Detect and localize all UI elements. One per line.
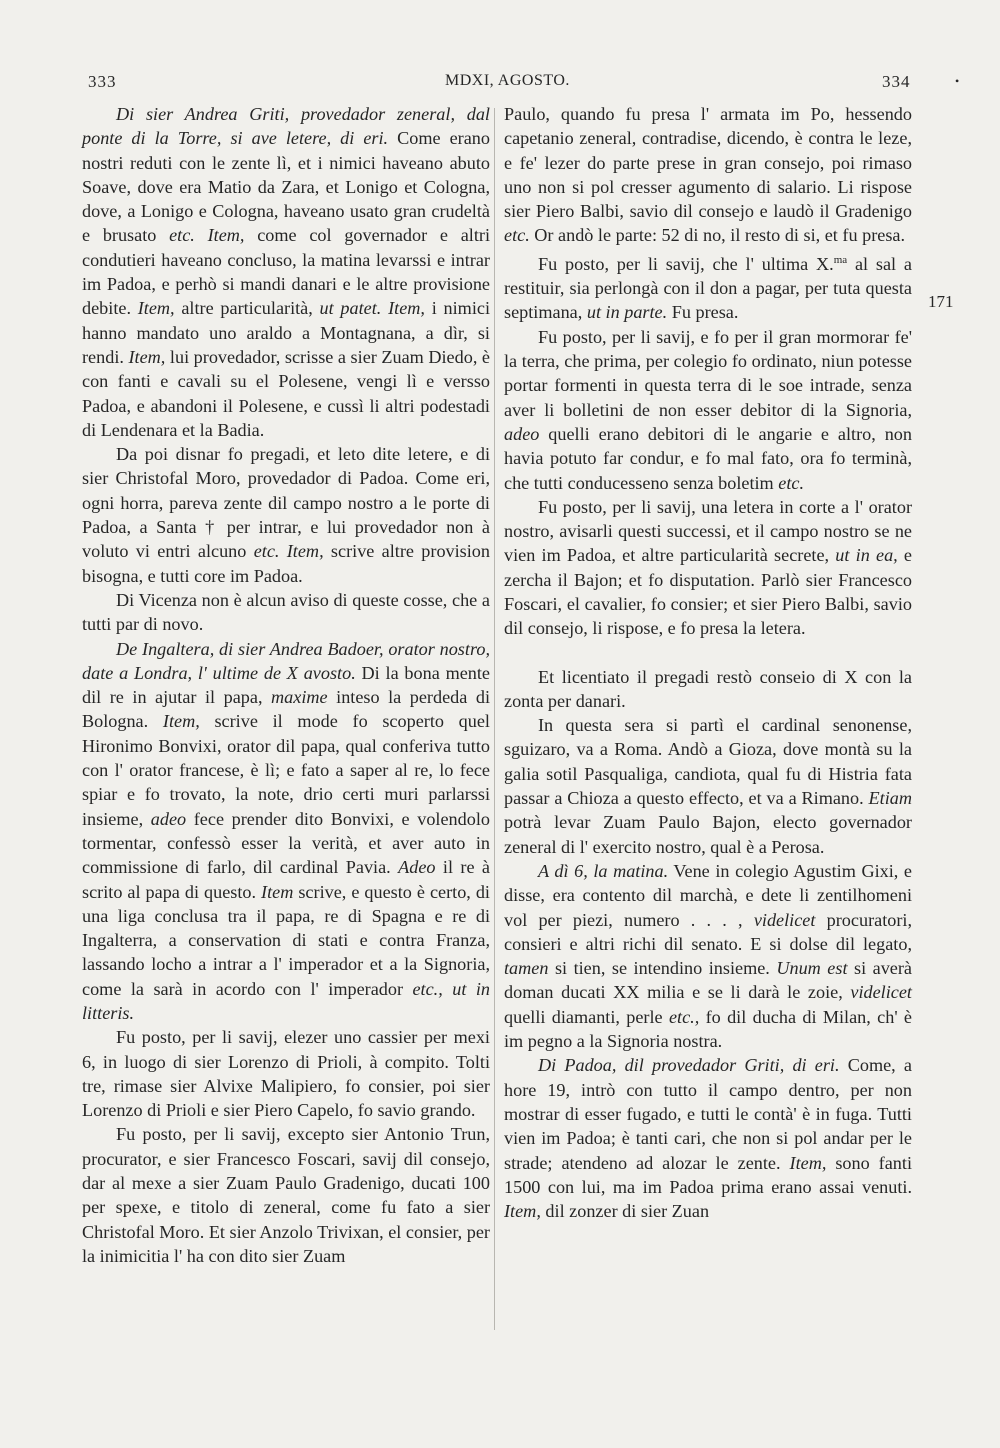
text-run: Come, a hore 19, intrò con tutto il campo dentro, per non mostrar di esser fugado, e tutti le contà' è in fuga. Tutti vien im Padoa; è tanti cari, che non si pol andar per le strade; atendeno ad alozar le zente. [504, 1055, 912, 1173]
italic-run: adeo [504, 423, 540, 444]
italic-run: ut in ea, [835, 545, 898, 566]
italic-run: maxime [271, 687, 328, 708]
italic-run: ut in parte. [586, 302, 668, 323]
italic-run: etc. [778, 472, 804, 493]
paragraph [82, 1122, 490, 1268]
italic-run: Unum est [776, 958, 848, 979]
text-run: Come erano nostri reduti con le zente lì, et i nimici haveano abuto Soave, dove era Matio da Zara, et Lonigo et Cologna, dove, a Lonigo e Cologna, haveano usato gran crudeltà e brusato [82, 128, 490, 246]
paragraph [504, 495, 912, 641]
text-run: quelli diamanti, perle [504, 1006, 669, 1027]
italic-run: videlicet [850, 982, 912, 1003]
italic-run: etc., ut in litteris. [82, 978, 491, 1023]
paragraph [82, 1025, 490, 1122]
text-run: quelli erano debitori di le angarie e altro, non havia potuto far condur, e fo mal fato, ora fo terminà, che tutti conducesseno senza boletim [504, 423, 912, 493]
text-run: In questa sera si partì el cardinal senonense, sguizaro, va a Roma. Andò a Gioza, dove montà su la galia sotil Pasqualiga, candiota, qual fu di Histria fata passar a Chioza a questo effecto, et va a Rimano. [504, 715, 912, 809]
column-divider [494, 108, 495, 1330]
italic-run: Di Padoa, dil provedador Griti, di eri. [538, 1055, 840, 1076]
text-run: Fu posto, per li savij, una letera in corte a l' orator nostro, avisarli questi successi, et il campo nostro se ne vien im Padoa, et altre particularità secrete, [504, 496, 912, 566]
text-run: sono fanti 1500 con lui, ma im Padoa prima erano assai venuti. [504, 1152, 912, 1197]
italic-run: A dì 6, la matina. [538, 860, 669, 881]
text-run: Fu posto, per li savij, e fo per il gran mormorar fe' la terra, che prima, per colegio fo ordinato, niun potesse portar formenti in questa terra di le soe intrade, senza aver li bolletini de non esser debitor di la Signoria, [504, 326, 912, 420]
left-page-number: 333 [88, 72, 117, 91]
paragraph [504, 325, 912, 495]
paragraph [504, 713, 912, 859]
paragraph [504, 665, 912, 714]
text-run: inteso la perdeda di Bologna. [82, 687, 490, 732]
italic-run: Etiam [868, 788, 912, 809]
paragraph [504, 102, 912, 248]
text-run: Et licentiato il pregadi restò conseio di X con la zonta per danari. [504, 666, 912, 711]
italic-run: Di sier Andrea Griti, provedador zeneral, dal ponte di la Torre, si ave letere, di eri. [82, 104, 490, 149]
text-run: come col governador e altri condutieri haveano concluso, la matina levarssi e intrar im Padoa, e perhò si mandi danari e le altre provisione debite. [82, 225, 490, 319]
italic-run: Item [261, 881, 294, 902]
italic-run: etc. [253, 541, 280, 562]
italic-run: Item, [207, 225, 245, 246]
text-run: Or andò le parte: 52 di no, il resto di si, et fu presa. [529, 225, 906, 246]
text-run: i nimici hanno mandato uno araldo a Montagnana, a dìr, si rendi. [82, 298, 490, 367]
text-run: al sal a restituir, sia perlongà con il don a pagar, per tuta questa septimana, [504, 253, 913, 323]
paragraph [82, 442, 490, 588]
italic-run: Adeo [398, 857, 436, 878]
italic-run: etc. [504, 225, 530, 246]
text-run: Fu posto, per li savij, excepto sier Antonio Trun, procurator, e sier Francesco Foscari, savij dil consejo, dar al mexe a sier Zuam Paulo Gradenigo, ducati 100 per spexe, e titolo di zeneral, come fu fato a sier Christofal Moro. Et sier Anzolo Trivixan, el consier, per la inimicitia l' ha con dito sier Zuam [82, 1124, 490, 1266]
text-run: e zercha il Bajon; et fo disputation. Parlò sier Francesco Foscari, el cavalier, fo consier; et sier Piero Balbi, savio dil consejo, li rispose, e fo presa la letera. [504, 545, 912, 639]
italic-run: ut patet. [319, 298, 382, 319]
text-run: Paulo, quando fu presa l' armata im Po, hessendo capetanio zeneral, contradise, dicendo, è contra le leze, e fe' lezer do parte prese in gran consejo, poi rimaso uno non si pol cresser agumento di salario. Li rispose sier Piero Balbi, savio dil consejo e laudò il Gradenigo [504, 104, 912, 222]
italic-run: adeo [150, 808, 187, 829]
text-run: scrive, e questo è certo, di una liga conclusa tra il papa, re di Spagna e re di Ingalterra, a conservation di stati e contra Franza, lassando locho a intrar a l' imperador et a la Signoria, come la sarà in acordo con l' imperador [82, 881, 490, 999]
text-run: procuratori, consieri e altri richi dil senato. E si dolse dil legato, [504, 909, 912, 954]
text-run: scrive altre provision bisogna, e tutti core im Padoa. [82, 541, 490, 586]
text-run: scrive il mode fo scoperto quel Hironimo Bonvixi, orator dil papa, qual conferiva tutto con l' orator francese, è lì; e fato a saper al re, lo fece spiar e fo trovato, la note, drio certi muri parlarssi insieme, [82, 711, 490, 829]
italic-run: De Ingaltera, di sier Andrea Badoer, orator nostro, date a Londra, l' ultime de X avosto. [82, 638, 490, 683]
paragraph [504, 859, 912, 1053]
text-run [195, 225, 208, 245]
italic-run: tamen [504, 958, 549, 979]
italic-run: Item, [789, 1152, 827, 1173]
text-run: fo dil ducha di Milan, ch' è im pegno a la Signoria nostra. [504, 1006, 912, 1052]
text-run: Di la bona mente dil re in ajutar il papa, [82, 662, 491, 708]
italic-run: Item, [137, 298, 175, 319]
text-run: potrà levar Zuam Paulo Bajon, electo governador zeneral di l' exercito nostro, qual è a Perosa. [504, 812, 912, 857]
italic-run: Item, [504, 1201, 541, 1222]
paragraph [504, 1053, 912, 1223]
text-run: si averà doman ducati XX milia e se li darà le zoie, [504, 958, 912, 1003]
paragraph [82, 637, 490, 1026]
text-run: fece prender dito Bonvixi, e volendolo tormentar, confessò esser la verità, et aver auto in commissione di farlo, dil cardinal Pavia. [82, 808, 490, 878]
italic-run: Item, [388, 298, 425, 319]
paragraph [82, 102, 490, 442]
italic-run: videlicet [753, 909, 816, 930]
italic-run: etc. [169, 225, 195, 246]
paragraph [504, 248, 912, 325]
right-column [504, 102, 912, 1223]
running-title: MDXI, AGOSTO. [445, 72, 570, 89]
text-run: altre particularità, [174, 298, 320, 319]
text-run: Fu posto, per li savij, elezer uno cassier per mexi 6, in luogo di sier Lorenzo di Prioli, à compito. Tolti tre, rimase sier Alvixe Malipiero, fo consier, poi sier Lorenzo di Prioli e sier Piero Capelo, fo savio grando. [82, 1027, 490, 1121]
italic-run: Item, [286, 541, 324, 562]
text-run: si tien, se intendino insieme. [548, 958, 777, 979]
margin-note: 171 [928, 292, 954, 311]
superscript-run: ma [833, 253, 848, 266]
text-run: Di Vicenza non è alcun aviso di queste cosse, che a tutti par di novo. [82, 589, 490, 635]
text-run: Fu presa. [667, 302, 739, 323]
text-run: Fu posto, per li savij, che l' ultima X. [538, 253, 834, 274]
paragraph [82, 588, 490, 637]
text-run: lui provedador, scrisse a sier Zuam Diedo, è con fanti e cavali su el Polesene, vengi lì e versso Padoa, e abandoni il Polesene, e cussì li altri podestadi di Lendenara et la Badia. [82, 346, 490, 440]
right-page-number: 334 [882, 72, 911, 91]
text-run [279, 541, 286, 561]
text-run: il re à scrito al papa di questo. [82, 857, 491, 902]
italic-run: Item, [128, 346, 166, 367]
text-run: Da poi disnar fo pregadi, et leto dite letere, e di sier Christofal Moro, provedador di Padoa. Come eri, ogni horra, pareva zente dil campo nostro a le porte di Padoa, a Santa † per intrar, e lui provedador non à voluto vi entri alcuno [82, 444, 490, 562]
italic-run: Item, [162, 711, 200, 732]
bullet-mark: • [955, 74, 960, 88]
text-run: Vene in colegio Agustim Gixi, e disse, era contento dil marchà, e dete li zentilhomeni vol per piezi, numero . . . , [504, 860, 912, 930]
text-run: dil zonzer di sier Zuan [540, 1201, 710, 1222]
left-column [82, 102, 490, 1268]
italic-run: etc., [668, 1006, 700, 1027]
